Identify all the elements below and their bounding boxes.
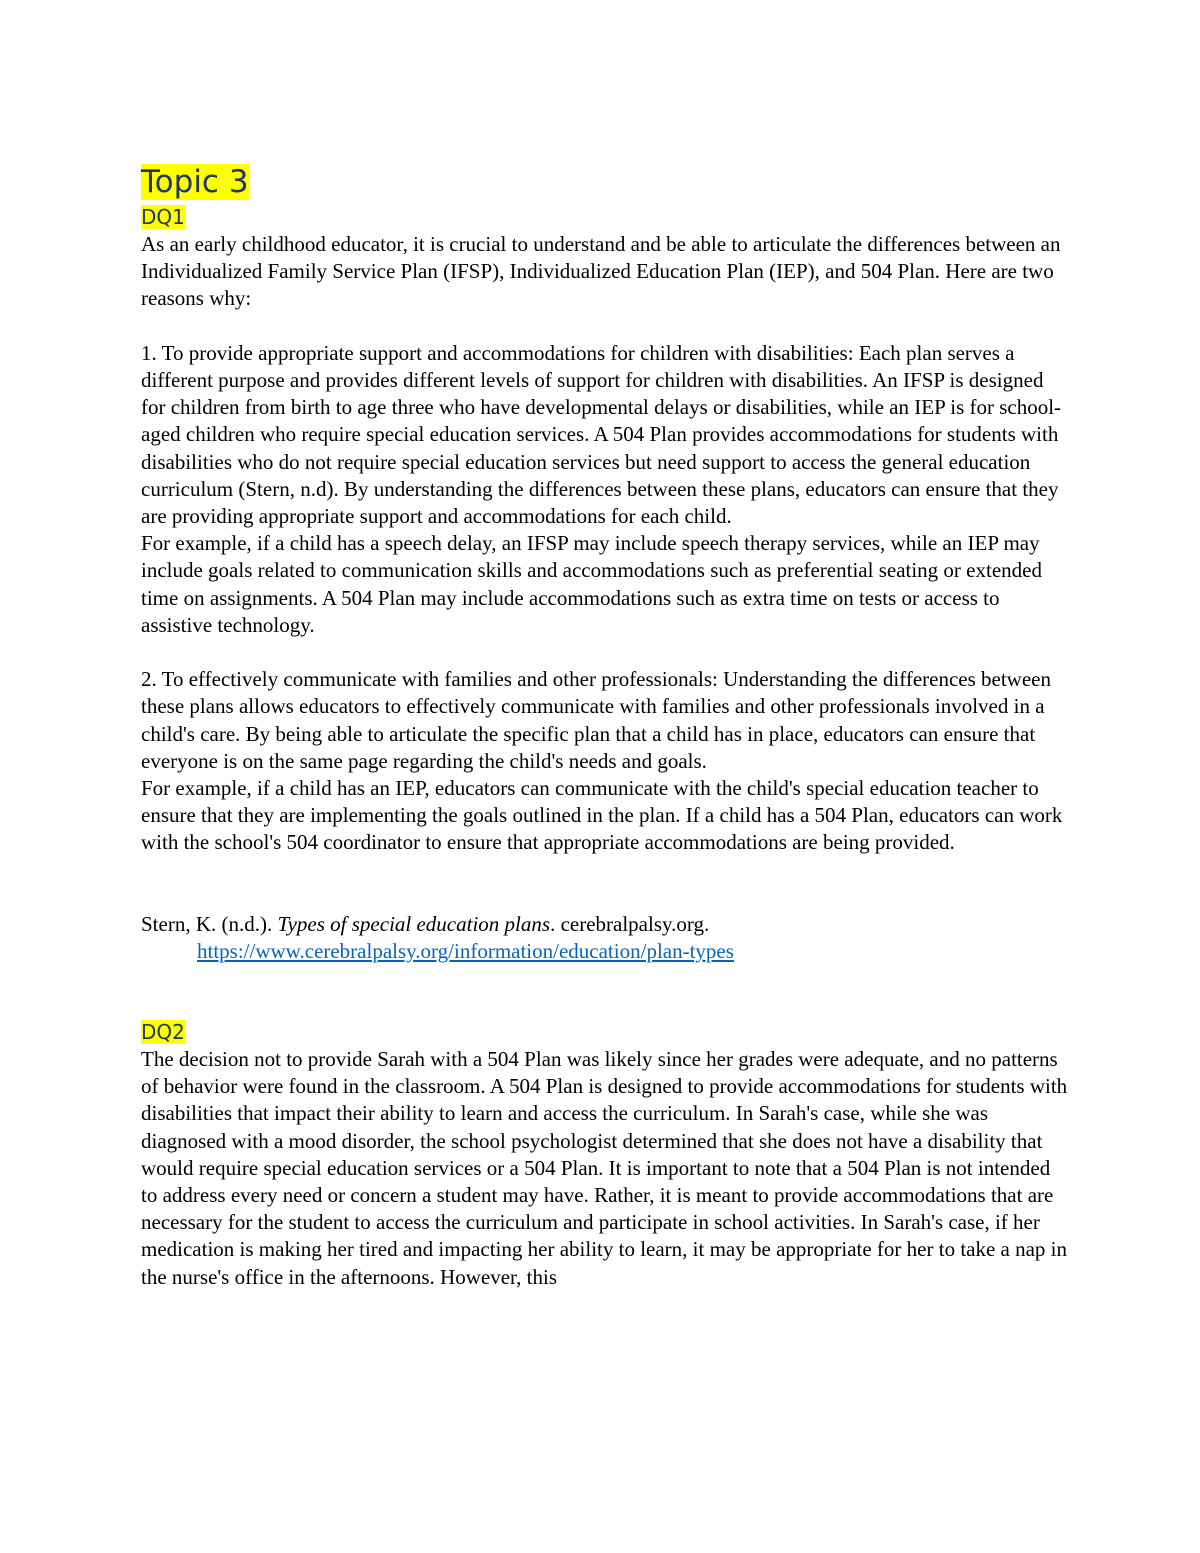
dq1-point-2-paragraph: 2. To effectively communicate with families and other professionals: Understanding the differences between these plans allows educators to effectively communicate with families and other professionals involved in a child's care. By being able to articulate the specific plan that a child has in place, educators can ensure that everyone is on the same page regarding the child's needs and goals.	[141, 667, 1051, 773]
dq1-example-1-paragraph: For example, if a child has a speech delay, an IFSP may include speech therapy services, while an IEP may include goals related to communication skills and accommodations such as preferential seating or extended time on assignments. A 504 Plan may include accommodations such as extra time on tests or access to assistive technology.	[141, 531, 1042, 637]
dq2-heading	[141, 1019, 1071, 1046]
reference-entry	[141, 911, 1071, 938]
reference-source: . cerebralpalsy.org.	[550, 911, 710, 936]
dq1-intro-paragraph: As an early childhood educator, it is crucial to understand and be able to articulate the differences between an Individualized Family Service Plan (IFSP), Individualized Education Plan (IEP), and 504 Plan. Here are two reasons why:	[141, 232, 1061, 311]
topic-title-text: Topic 3	[141, 164, 249, 200]
dq1-heading-text: DQ1	[141, 205, 185, 229]
dq1-example-2-paragraph: For example, if a child has an IEP, educators can communicate with the child's special education teacher to ensure that they are implementing the goals outlined in the plan. If a child has a 504 Plan, educators can work with the school's 504 coordinator to ensure that appropriate accommodations are being provided.	[141, 776, 1063, 855]
dq2-body-paragraph: The decision not to provide Sarah with a 504 Plan was likely since her grades were adequate, and no patterns of behavior were found in the classroom. A 504 Plan is designed to provide accommodations for students with disabilities that impact their ability to learn and access the curriculum. In Sarah's case, while she was diagnosed with a mood disorder, the school psychologist determined that she does not have a disability that would require special education services or a 504 Plan. It is important to note that a 504 Plan is not intended to address every need or concern a student may have. Rather, it is meant to provide accommodations that are necessary for the student to access the curriculum and participate in school activities. In Sarah's case, if her medication is making her tired and impacting her ability to learn, it may be appropriate for her to take a nap in the nurse's office in the afternoons. However, this	[141, 1047, 1068, 1289]
reference-author: Stern, K. (n.d.).	[141, 911, 278, 936]
blank-line	[141, 857, 1071, 911]
reference-title: Types of special education plans	[277, 911, 551, 936]
blank-line	[141, 313, 1071, 340]
dq2-heading-text: DQ2	[141, 1020, 185, 1045]
topic-title	[141, 160, 1071, 204]
document-page	[141, 160, 1071, 1291]
reference-url-line	[141, 938, 1071, 965]
dq1-heading	[141, 204, 1071, 231]
blank-line	[141, 965, 1071, 1019]
reference-link[interactable]: https://www.cerebralpalsy.org/information/education/plan-types	[197, 938, 734, 963]
dq1-point-1-paragraph: 1. To provide appropriate support and accommodations for children with disabilities: Each plan serves a different purpose and provides different levels of support for children with disabilities. An IFSP is designed for children from birth to age three who have developmental delays or disabilities, while an IEP is for school-aged children who require special education services. A 504 Plan provides accommodations for students with disabilities who do not require special education services but need support to access the general education curriculum (Stern, n.d). By understanding the differences between these plans, educators can ensure that they are providing appropriate support and accommodations for each child.	[141, 340, 1062, 529]
blank-line	[141, 639, 1071, 666]
